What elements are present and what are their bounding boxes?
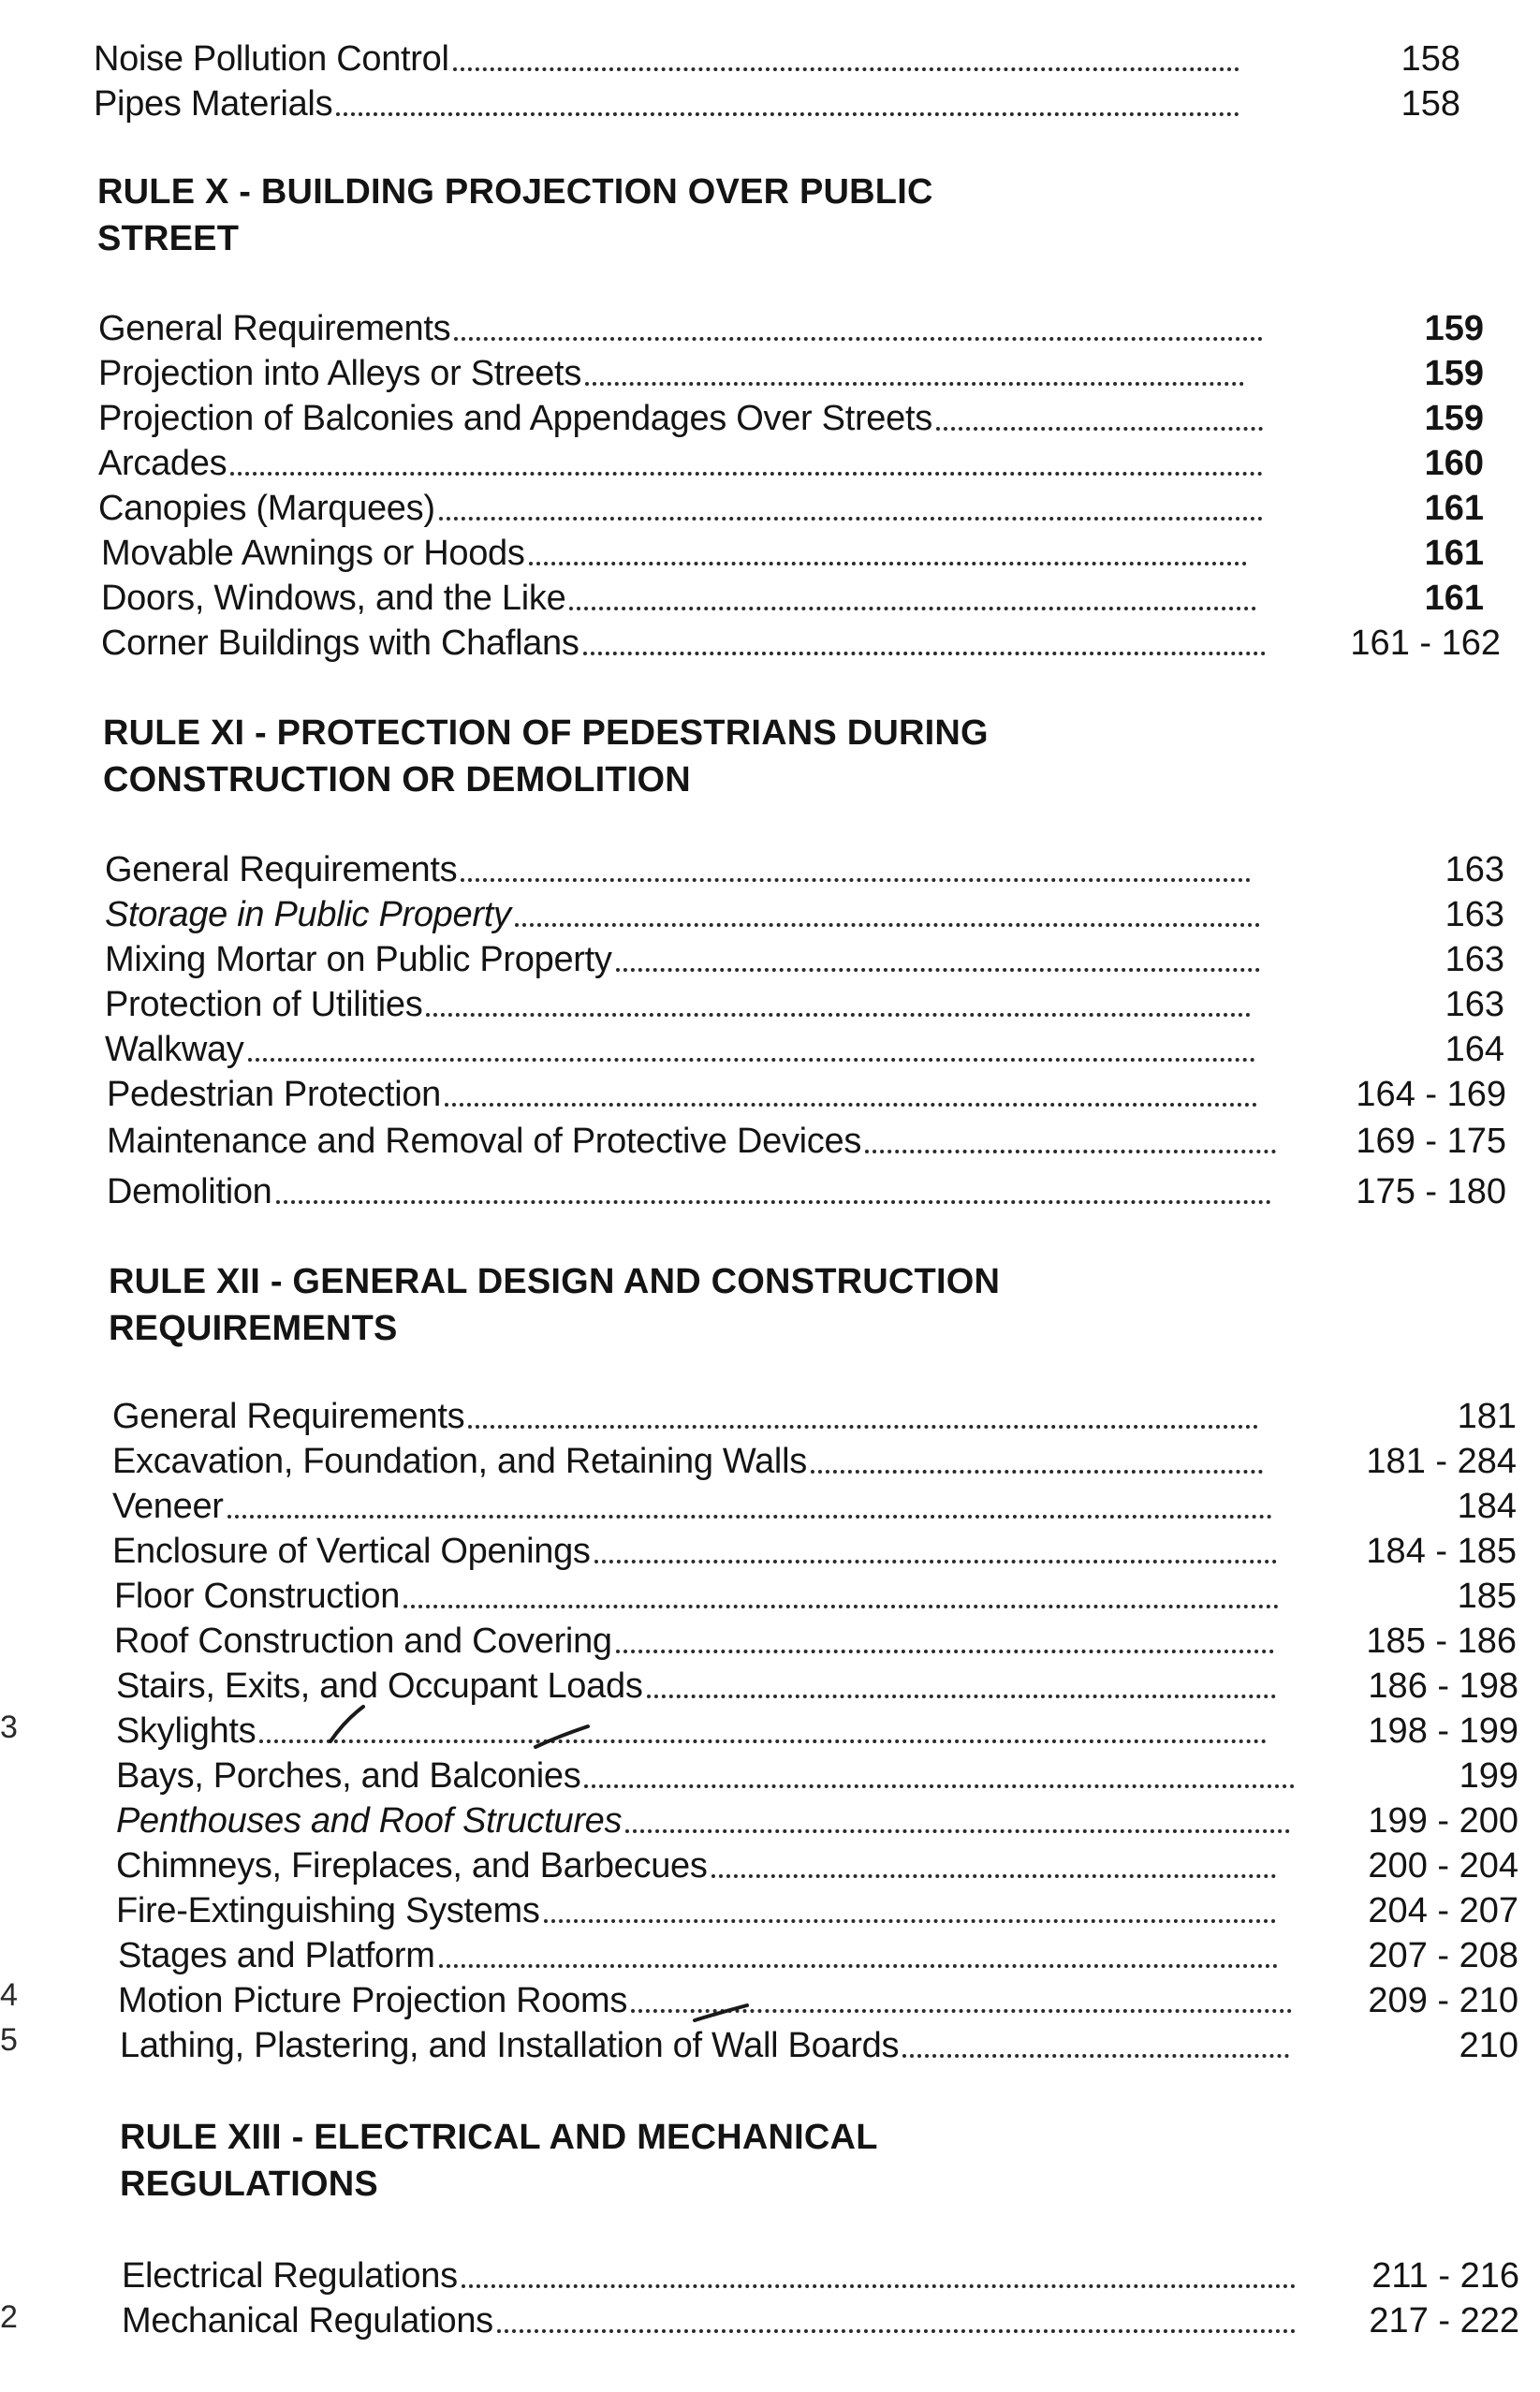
toc-entry — [98, 397, 1484, 440]
dot-leader — [227, 1515, 1272, 1519]
margin-mark: 5 — [0, 2022, 18, 2058]
toc-entry-page: 158 — [1401, 39, 1460, 79]
toc-entry-title: Movable Awnings or Hoods — [101, 534, 525, 573]
toc-entry-title: Doors, Windows, and the Like — [101, 579, 566, 618]
toc-entry-page: 164 — [1445, 1030, 1504, 1069]
toc-entry-page: 161 - 162 — [1350, 624, 1501, 663]
toc-entry-title: General Requirements — [105, 850, 458, 889]
dot-leader — [276, 1200, 1271, 1204]
rule-heading-line: STREET — [97, 219, 240, 258]
toc-entry-title: Veneer — [112, 1487, 224, 1526]
toc-entry-page: 200 - 204 — [1368, 1846, 1518, 1886]
dot-leader — [259, 1739, 1267, 1743]
toc-entry-title: Pedestrian Protection — [107, 1075, 442, 1114]
toc-entry — [116, 1710, 1518, 1753]
toc-entry-page: 159 — [1424, 354, 1484, 393]
rule-heading-line: RULE XIII - ELECTRICAL AND MECHANICAL — [120, 2118, 878, 2157]
toc-entry-title: Lathing, Plastering, and Installation of Wall Boards — [120, 2026, 900, 2065]
dot-leader — [616, 1650, 1274, 1653]
rule-heading-line: RULE X - BUILDING PROJECTION OVER PUBLIC — [97, 172, 933, 212]
toc-entry-page: 161 — [1424, 534, 1484, 573]
toc-entry — [101, 622, 1501, 665]
toc-entry-title: Penthouses and Roof Structures — [116, 1801, 623, 1841]
toc-entry-page: 164 - 169 — [1356, 1075, 1506, 1114]
toc-entry-title: General Requirements — [98, 309, 451, 348]
toc-entry — [101, 532, 1484, 575]
dot-leader — [585, 382, 1244, 386]
dot-leader — [439, 1964, 1278, 1968]
toc-entry — [107, 1170, 1506, 1213]
toc-entry-page: 198 - 199 — [1368, 1711, 1518, 1751]
toc-entry — [116, 1799, 1518, 1842]
rule-heading-line: CONSTRUCTION OR DEMOLITION — [103, 760, 691, 800]
toc-entry-title: Chimneys, Fireplaces, and Barbecues — [116, 1846, 708, 1886]
toc-entry-title: Mechanical Regulations — [122, 2301, 493, 2341]
pen-check-mark — [326, 1702, 382, 1749]
dot-leader — [439, 517, 1263, 521]
toc-entry-page: 169 - 175 — [1356, 1122, 1506, 1161]
dot-leader — [426, 1013, 1251, 1017]
toc-entry-title: Pipes Materials — [94, 84, 333, 124]
rule-heading — [120, 2114, 1243, 2208]
toc-entry-title: Enclosure of Vertical Openings — [112, 1532, 591, 1571]
toc-entry-page: 184 — [1457, 1487, 1517, 1526]
toc-entry-title: Bays, Porches, and Balconies — [116, 1756, 581, 1796]
toc-entry-title: Corner Buildings with Chaflans — [101, 624, 579, 663]
toc-entry-title: Projection of Balconies and Appendages Over Streets — [98, 399, 932, 438]
toc-entry-title: Maintenance and Removal of Protective Devices — [107, 1122, 862, 1161]
toc-entry-page: 159 — [1424, 309, 1484, 348]
margin-mark: 3 — [0, 1710, 18, 1745]
toc-entry — [105, 1028, 1504, 1071]
toc-entry — [98, 442, 1484, 485]
dot-leader — [616, 968, 1260, 972]
toc-entry-title: Stages and Platform — [118, 1936, 435, 1975]
rule-heading — [109, 1258, 1232, 1352]
toc-entry — [105, 983, 1504, 1026]
toc-entry-title: Canopies (Marquees) — [98, 489, 435, 528]
toc-entry — [114, 1620, 1517, 1663]
dot-leader — [594, 1560, 1277, 1563]
dot-leader — [515, 923, 1260, 927]
toc-entry-page: 185 - 186 — [1366, 1622, 1517, 1661]
toc-entry-page: 163 — [1445, 895, 1504, 934]
toc-entry — [122, 2299, 1519, 2342]
toc-entry — [94, 82, 1460, 125]
toc-entry-page: 199 — [1459, 1756, 1518, 1796]
toc-entry-page: 159 — [1424, 399, 1484, 438]
toc-entry-page: 186 - 198 — [1368, 1666, 1518, 1706]
dot-leader — [336, 112, 1239, 116]
toc-entry-title: Walkway — [105, 1030, 244, 1069]
toc-entry — [116, 1889, 1518, 1932]
toc-entry-title: Skylights — [116, 1711, 257, 1751]
dot-leader — [647, 1695, 1276, 1698]
toc-entry-page: 163 — [1445, 850, 1504, 889]
toc-entry-page: 161 — [1424, 579, 1484, 618]
toc-entry-page: 181 — [1457, 1397, 1517, 1436]
toc-entry-title: Demolition — [107, 1172, 272, 1211]
toc-entry — [112, 1395, 1517, 1438]
toc-entry-page: 163 — [1445, 985, 1504, 1024]
dot-leader — [544, 1919, 1276, 1923]
dot-leader — [865, 1150, 1276, 1153]
toc-entry — [112, 1440, 1517, 1483]
toc-entry — [105, 893, 1504, 936]
toc-entry — [94, 37, 1460, 81]
pen-check-mark — [532, 1719, 607, 1766]
toc-entry-page: 161 — [1424, 489, 1484, 528]
dot-leader — [403, 1605, 1279, 1608]
dot-leader — [468, 1425, 1258, 1429]
toc-entry-title: Excavation, Foundation, and Retaining Walls — [112, 1442, 807, 1481]
toc-entry-page: 217 - 222 — [1369, 2301, 1519, 2341]
toc-entry — [107, 1073, 1506, 1116]
toc-entry-page: 158 — [1401, 84, 1460, 124]
toc-entry-page: 163 — [1445, 940, 1504, 979]
dot-leader — [584, 1784, 1295, 1788]
toc-entry-title: General Requirements — [112, 1397, 465, 1436]
dot-leader — [454, 337, 1263, 341]
toc-entry-page: 175 - 180 — [1356, 1172, 1506, 1211]
toc-entry — [116, 1665, 1518, 1708]
toc-entry-page: 209 - 210 — [1368, 1981, 1518, 2020]
toc-entry-page: 211 - 216 — [1371, 2256, 1519, 2296]
toc-entry-title: Protection of Utilities — [105, 985, 423, 1024]
dot-leader — [462, 2284, 1296, 2288]
toc-entry-page: 184 - 185 — [1366, 1532, 1517, 1571]
dot-leader — [445, 1103, 1257, 1107]
toc-entry — [112, 1485, 1517, 1528]
toc-entry-page: 207 - 208 — [1368, 1936, 1518, 1975]
margin-mark: 2 — [0, 2299, 18, 2335]
dot-leader — [936, 427, 1263, 431]
toc-entry-title: Motion Picture Projection Rooms — [118, 1981, 628, 2020]
rule-heading — [97, 169, 1221, 262]
toc-entry-title: Projection into Alleys or Streets — [98, 354, 582, 393]
dot-leader — [497, 2329, 1296, 2333]
toc-entry-title: Roof Construction and Covering — [114, 1622, 612, 1661]
toc-entry — [116, 1754, 1518, 1798]
dot-leader — [811, 1470, 1263, 1474]
toc-entry-title: Storage in Public Property — [105, 895, 511, 934]
toc-entry-title: Arcades — [98, 444, 227, 483]
rule-heading-line: REGULATIONS — [120, 2165, 378, 2204]
toc-entry — [98, 487, 1484, 530]
toc-entry-page: 160 — [1424, 444, 1484, 483]
dot-leader — [711, 1874, 1276, 1878]
toc-entry-title: Floor Construction — [114, 1577, 401, 1616]
toc-entry — [105, 938, 1504, 981]
toc-entry-page: 204 - 207 — [1368, 1891, 1518, 1930]
toc-entry — [118, 1934, 1518, 1977]
margin-mark: 4 — [0, 1977, 18, 2013]
dot-leader — [529, 562, 1247, 565]
toc-entry — [122, 2254, 1519, 2297]
dot-leader — [902, 2054, 1289, 2058]
toc-entry-title: Stairs, Exits, and Occupant Loads — [116, 1666, 643, 1706]
toc-entry-page: 185 — [1457, 1577, 1517, 1616]
toc-entry-title: Fire-Extinguishing Systems — [116, 1891, 540, 1930]
toc-entry — [116, 1844, 1518, 1887]
dot-leader — [453, 67, 1239, 71]
toc-entry — [107, 1120, 1506, 1163]
toc-entry-page: 199 - 200 — [1368, 1801, 1518, 1841]
dot-leader — [230, 472, 1263, 476]
toc-entry-title: Electrical Regulations — [122, 2256, 458, 2296]
toc-entry — [105, 848, 1504, 891]
toc-entry-title: Mixing Mortar on Public Property — [105, 940, 612, 979]
pen-check-mark — [691, 2000, 766, 2037]
toc-entry — [112, 1530, 1517, 1573]
dot-leader — [248, 1058, 1255, 1062]
toc-entry — [98, 352, 1484, 395]
dot-leader — [583, 652, 1266, 655]
toc-entry — [101, 577, 1484, 620]
toc-entry-page: 210 — [1459, 2026, 1518, 2065]
toc-entry-title: Noise Pollution Control — [94, 39, 449, 79]
dot-leader — [625, 1829, 1290, 1833]
toc-entry — [98, 307, 1484, 350]
rule-heading-line: REQUIREMENTS — [109, 1309, 398, 1348]
rule-heading-line: RULE XII - GENERAL DESIGN AND CONSTRUCTION — [109, 1262, 1001, 1301]
toc-entry — [114, 1575, 1517, 1618]
dot-leader — [461, 878, 1251, 882]
dot-leader — [569, 607, 1256, 610]
rule-heading — [103, 710, 1226, 803]
toc-entry-page: 181 - 284 — [1366, 1442, 1517, 1481]
rule-heading-line: RULE XI - PROTECTION OF PEDESTRIANS DURING — [103, 713, 989, 753]
